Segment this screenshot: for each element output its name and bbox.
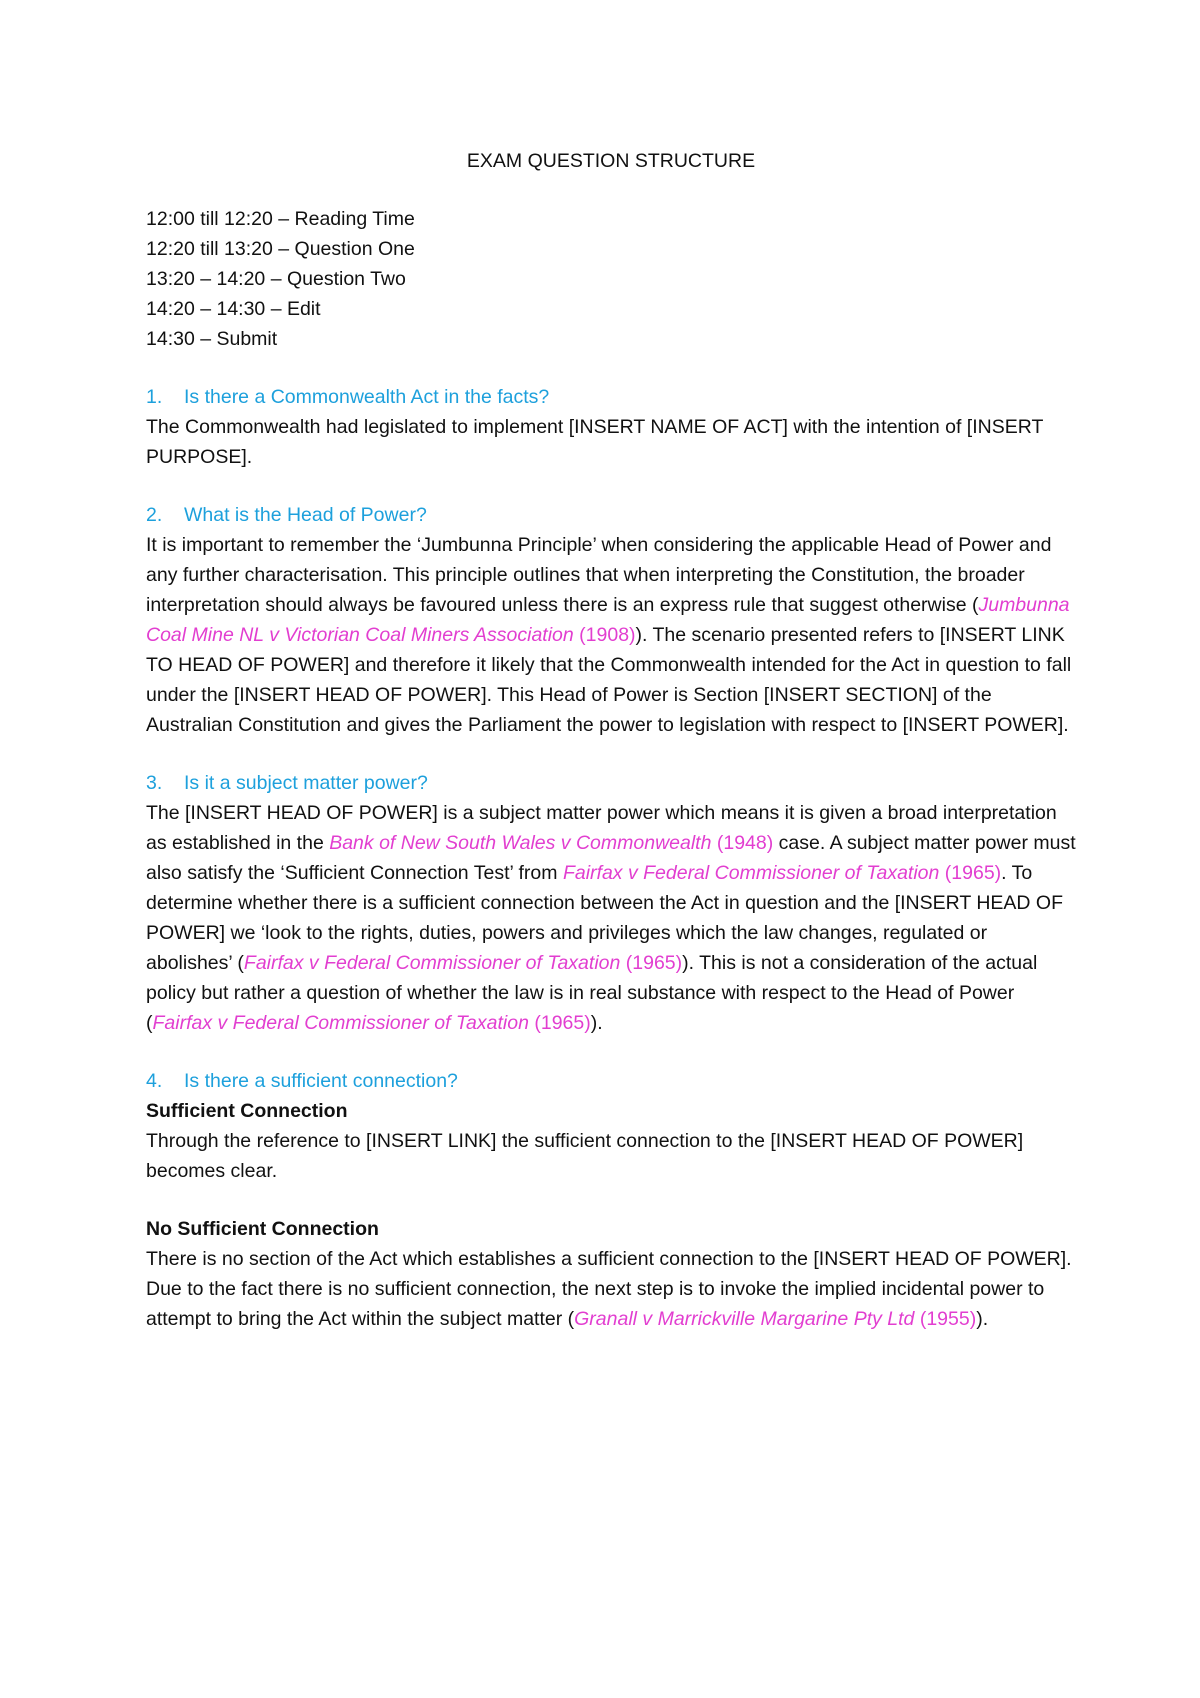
question-1-section [146, 382, 1076, 472]
schedule-item: 14:30 – Submit [146, 328, 278, 350]
sufficient-connection-text: Through the reference to [INSERT LINK] the sufficient connection to the [INSERT HEAD OF POWER] becomes clear. [146, 1130, 1024, 1182]
no-sufficient-connection-block [146, 1214, 1076, 1334]
question-4-number: 4. [146, 1070, 163, 1092]
case-name: Bank of New South Wales v Commonwealth [329, 832, 712, 854]
case-year: (1908) [579, 624, 636, 646]
sufficient-connection-block [146, 1096, 1076, 1186]
schedule-item: 13:20 – 14:20 – Question Two [146, 268, 406, 290]
question-1-number: 1. [146, 386, 163, 408]
exam-schedule [146, 204, 1076, 354]
subheading: Sufficient Connection [146, 1100, 348, 1122]
case-citation [563, 862, 1001, 884]
question-4-heading-text: Is there a sufficient connection? [184, 1070, 458, 1092]
case-citation [329, 832, 773, 854]
question-4-text: ). [976, 1308, 989, 1330]
question-4-section [146, 1066, 1076, 1334]
question-2-heading [146, 500, 1076, 530]
question-1-heading-text: Is there a Commonwealth Act in the facts? [184, 386, 550, 408]
subheading: No Sufficient Connection [146, 1218, 379, 1240]
question-1-body: The Commonwealth had legislated to implement [INSERT NAME OF ACT] with the intention of [INSERT PURPOSE]. [146, 416, 1044, 468]
case-year: (1948) [716, 832, 774, 854]
case-year: (1965) [534, 1012, 591, 1034]
case-name: Jumbunna Coal Mine NL v Victorian Coal Miners Association [146, 594, 1070, 646]
case-year: (1955) [919, 1308, 977, 1330]
case-name: Fairfax v Federal Commissioner of Taxation [562, 862, 940, 884]
schedule-item: 14:20 – 14:30 – Edit [146, 298, 321, 320]
question-2-text: ). The scenario presented refers to [INSERT LINK TO HEAD OF POWER] and therefore it likely that the Commonwealth intended for the Act in question to fall under the [INSERT HEAD OF POWER]. This Head of Power is Section [INSERT SECTION] of the Australian Constitution and gives the Parliament the power to legislation with respect to [INSERT POWER]. [146, 624, 1072, 736]
case-year: (1965) [625, 952, 683, 974]
question-2-text: It is important to remember the ‘Jumbunna Principle’ when considering the applicable Head of Power and any further characterisation. This principle outlines that when interpreting the Constitution, the broader interpretation should always be favoured unless there is an express rule that suggest otherwise ( [146, 534, 1052, 616]
case-name: Granall v Marrickville Margarine Pty Ltd [574, 1308, 915, 1330]
case-name: Fairfax v Federal Commissioner of Taxation [152, 1012, 529, 1034]
question-3-text: The [INSERT HEAD OF POWER] is a subject matter power which means it is given a broad interpretation as established in the [146, 802, 1057, 854]
question-2-body [146, 530, 1076, 740]
question-3-heading [146, 768, 1076, 798]
case-name: Fairfax v Federal Commissioner of Taxation [243, 952, 621, 974]
question-1-heading [146, 382, 1076, 412]
question-4-text: There is no section of the Act which establishes a sufficient connection to the [INSERT HEAD OF POWER]. Due to the fact there is no sufficient connection, the next step is to invoke the implied incidental power to attempt to bring the Act within the subject matter ( [146, 1248, 1072, 1330]
question-3-heading-text: Is it a subject matter power? [184, 772, 428, 794]
schedule-item: 12:20 till 13:20 – Question One [146, 238, 415, 260]
document-content [146, 146, 1076, 1362]
case-citation [574, 1308, 976, 1330]
question-3-text: . To determine whether there is a sufficient connection between the Act in question and the [INSERT HEAD OF POWER] we ‘look to the rights, duties, powers and privileges which the law changes, regulated or abolishes’ ( [146, 862, 1064, 974]
question-2-section [146, 500, 1076, 740]
question-3-number: 3. [146, 772, 163, 794]
question-2-heading-text: What is the Head of Power? [184, 504, 427, 526]
question-3-section [146, 768, 1076, 1038]
no-sufficient-connection-text [146, 1244, 1076, 1334]
case-citation [244, 952, 682, 974]
question-3-text: ). This is not a consideration of the actual policy but rather a question of whether the law is in real substance with respect to the Head of Power ( [146, 952, 1038, 1034]
question-2-number: 2. [146, 504, 163, 526]
case-citation [153, 1012, 591, 1034]
question-3-body [146, 798, 1076, 1038]
case-year: (1965) [944, 862, 1002, 884]
document-title: EXAM QUESTION STRUCTURE [466, 150, 756, 172]
question-3-text: ). [590, 1012, 603, 1034]
question-4-heading [146, 1066, 1076, 1096]
question-3-text: case. A subject matter power must also satisfy the ‘Sufficient Connection Test’ from [146, 832, 1076, 884]
schedule-item: 12:00 till 12:20 – Reading Time [146, 208, 415, 230]
